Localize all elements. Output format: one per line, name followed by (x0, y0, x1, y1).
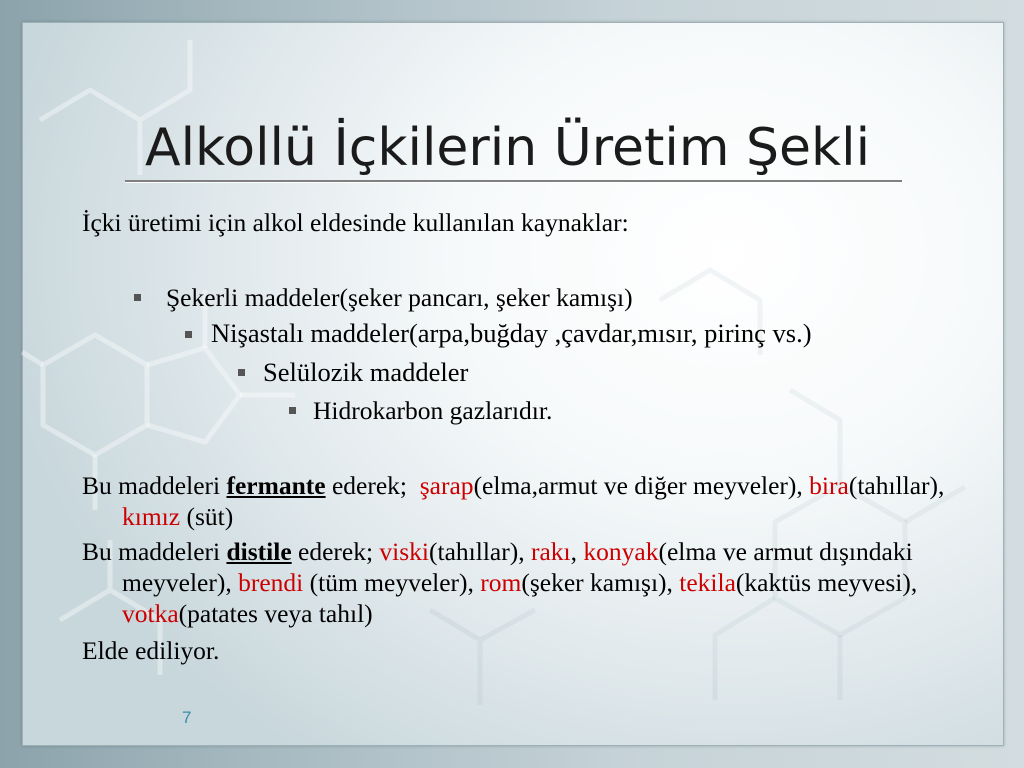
closing-text: Elde ediliyor. (82, 635, 220, 665)
product-name: rom (480, 567, 522, 597)
intro-text: İçki üretimi için alkol eldesinde kullanılan kaynaklar: (82, 207, 629, 237)
product-source: (tahıllar), (429, 536, 531, 566)
process-keyword: distile (226, 536, 292, 566)
product-source: (süt) (180, 501, 234, 531)
source-item: Şekerli maddeler(şeker pancarı, şeker kamışı) (166, 282, 633, 312)
bullet-marker (289, 407, 296, 414)
page-number: 7 (182, 708, 192, 727)
product-source: (patates veya tahıl) (178, 598, 373, 628)
product-source: (şeker kamışı), (521, 567, 680, 597)
process-keyword: fermante (226, 470, 326, 500)
bullet-marker (238, 369, 245, 376)
source-item: Hidrokarbon gazlarıdır. (313, 395, 553, 425)
product-source: , (570, 536, 584, 566)
slide-title: Alkollü İçkilerin Üretim Şekli (145, 118, 871, 178)
product-name: brendi (238, 567, 304, 597)
product-source: (kaktüs meyvesi), (735, 567, 918, 597)
bullet-marker (134, 294, 141, 301)
fermentation-paragraph (82, 470, 975, 532)
product-source: (elma ve armut dışındaki meyveler), (122, 536, 913, 597)
product-source: (tahıllar), (848, 470, 945, 500)
product-name: konyak (583, 536, 659, 566)
product-source: (elma,armut ve diğer meyveler), (473, 470, 810, 500)
distillation-paragraph (82, 536, 975, 629)
product-name: kımız (122, 501, 181, 531)
paragraph-prefix: Bu maddeleri (82, 470, 227, 500)
bullet-marker (185, 331, 192, 338)
paragraph-prefix: Bu maddeleri (82, 536, 227, 566)
paragraph-verb: ederek; (291, 536, 380, 566)
product-name: tekila (679, 567, 736, 597)
product-name: votka (122, 598, 179, 628)
title-underline (125, 180, 902, 182)
source-item: Nişastalı maddeler(arpa,buğday ,çavdar,mısır, pirinç vs.) (211, 318, 812, 348)
product-source: (tüm meyveler), (303, 567, 481, 597)
product-name: rakı (530, 536, 571, 566)
product-name: bira (809, 470, 849, 500)
source-item: Selülozik maddeler (263, 357, 469, 387)
paragraph-verb: ederek; (325, 470, 420, 500)
product-name: şarap (419, 470, 474, 500)
product-name: viski (379, 536, 430, 566)
